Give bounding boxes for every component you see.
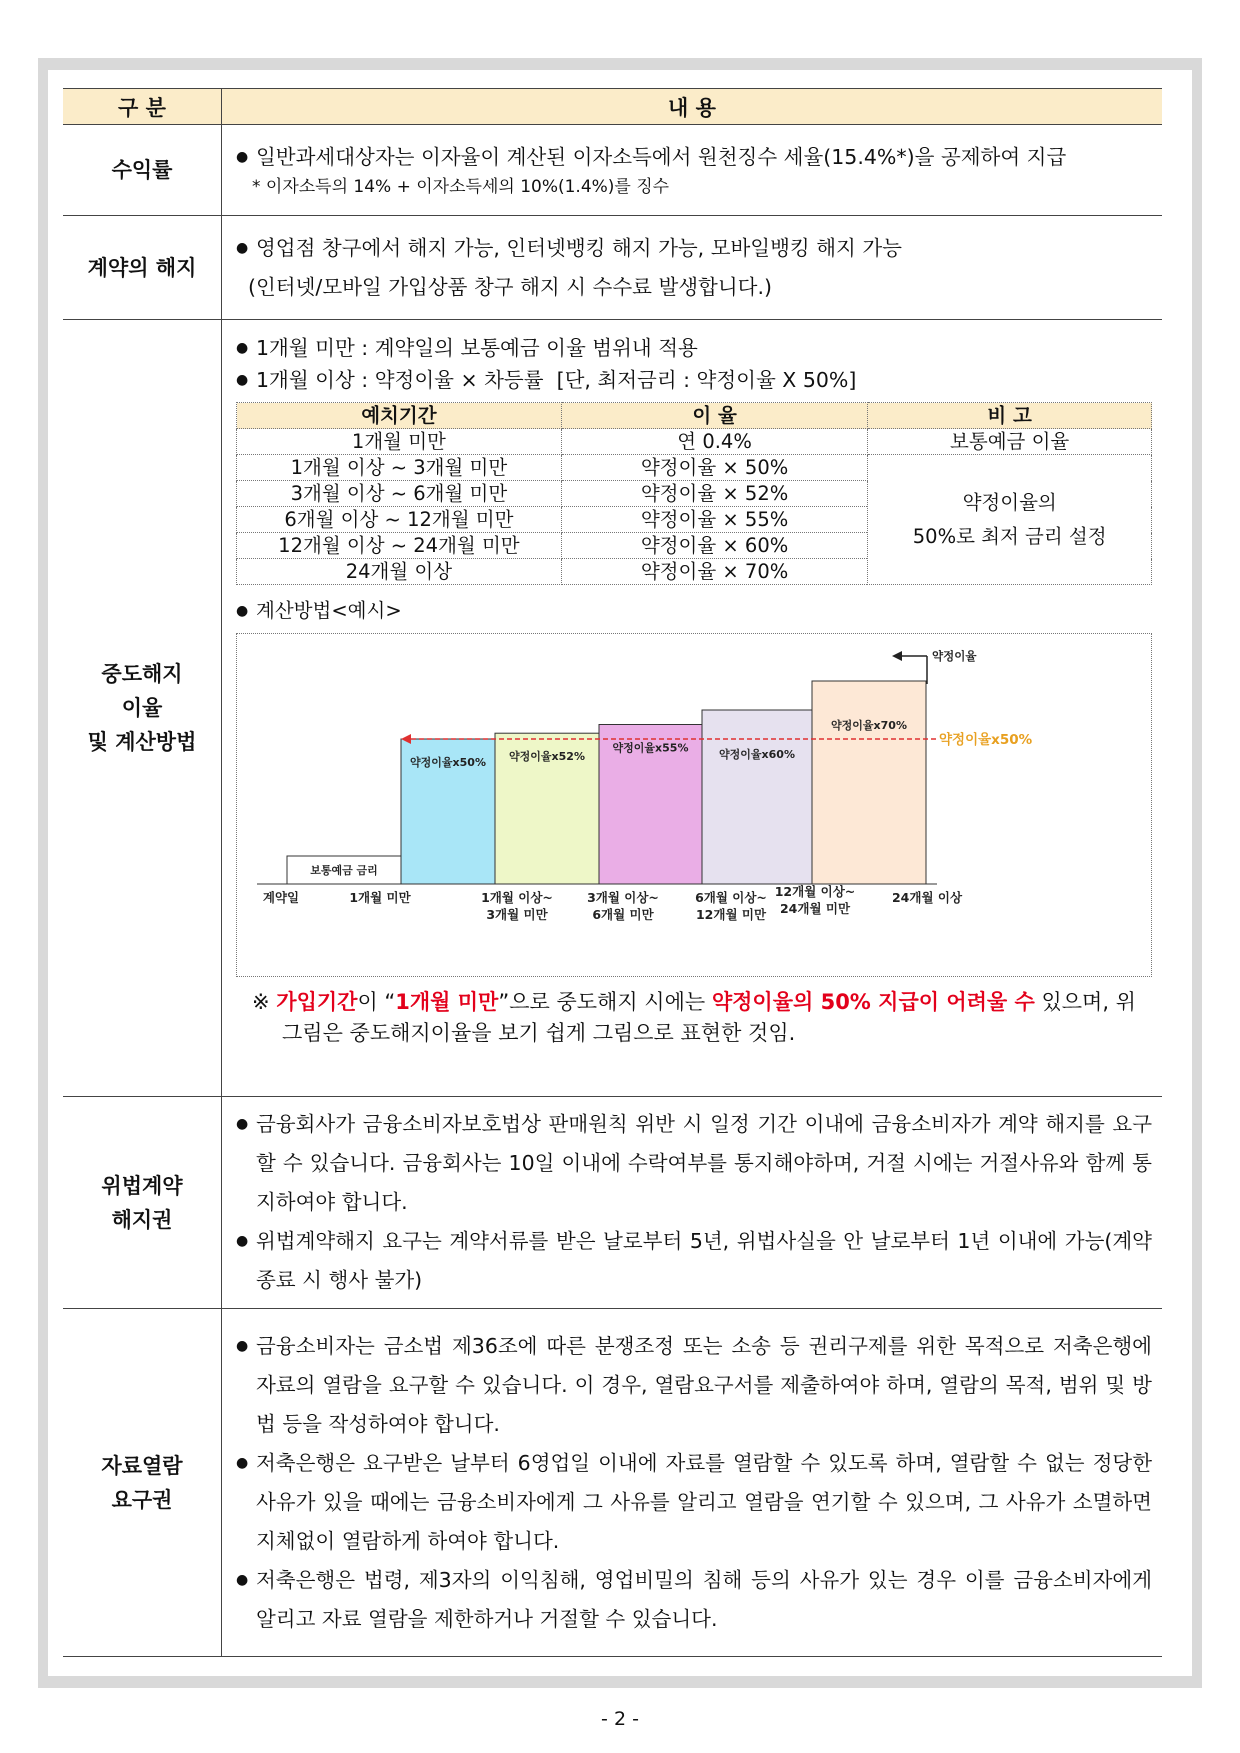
chart-bar-label: 약정이율x50% [410, 756, 486, 769]
label-illegal-2: 해지권 [111, 1207, 173, 1232]
chart-tick-label: 12개월 미만 [695, 907, 767, 922]
rate-note-cell: 약정이율의 50%로 최저 금리 설정 [868, 455, 1152, 585]
bullet-item: ● 위법계약해지 요구는 계약서류를 받은 날로부터 5년, 위법사실을 안 날로부터 1년 이내에 가능(계약 종료 시 행사 불가) [236, 1222, 1152, 1300]
table-row: 12개월 이상 ~ 24개월 미만 약정이율 × 60% [237, 533, 1152, 559]
product-info-table [63, 88, 1162, 1657]
table-row: 1개월 이상 ~ 3개월 미만 약정이율 × 50% 약정이율의 50%로 최저 금리 설정 [237, 455, 1152, 481]
chart-tick-label: 1개월 이상~ [481, 890, 553, 905]
chart-tick-label: 1개월 미만 [349, 890, 411, 905]
bullet-icon: ● [236, 1454, 249, 1471]
label-early-3: 및 계산방법 [87, 730, 197, 754]
interest-rate-chart [237, 634, 1150, 974]
footnote: * 이자소득의 14% + 이자소득세의 10%(1.4%)를 징수 [252, 176, 670, 197]
chart-bar-label: 약정이율x60% [719, 748, 795, 761]
chart-box [236, 633, 1152, 977]
bullet-icon: ● [236, 340, 249, 356]
bullet-icon: ● [236, 603, 249, 619]
chart-tick-label: 3개월 미만 [486, 907, 548, 922]
bullet-item: ● 금융회사가 금융소비자보호법상 판매원칙 위반 시 일정 기간 이내에 금융소비자가 계약 해지를 요구할 수 있습니다. 금융회사는 10일 이내에 수락여부를 통지해야하며, 거절 시에는 거절사유와 함께 통지하여야 합니다. [236, 1105, 1152, 1222]
chart-bar [812, 681, 926, 884]
bullet-item: ● 계산방법<예시> [236, 595, 1152, 627]
label-records-2: 요구권 [111, 1487, 173, 1512]
label-returns: 수익률 [63, 125, 222, 216]
chart-tick-label: 6개월 이상~ [695, 890, 767, 905]
bullet-icon: ● [236, 372, 249, 388]
table-row: 1개월 미만 연 0.4% 보통예금 이율 [237, 429, 1152, 455]
bullet-item: ● 일반과세대상자는 이자율이 계산된 이자소득에서 원천징수 세율(15.4%*)을 공제하여 지급 [236, 141, 1152, 174]
chart-bar-label: 약정이율x55% [612, 741, 689, 755]
table-header [63, 89, 1162, 125]
rate-table [236, 402, 1152, 585]
chart-annotation-rate: 약정이율 [932, 649, 977, 663]
bullet-item: ● 저축은행은 요구받은 날부터 6영업일 이내에 자료를 열람할 수 있도록 하며, 열람할 수 없는 정당한 사유가 있을 때에는 금융소비자에게 그 사유를 알리고 열람을 연기할 수 있으며, 그 사유가 소멸하면 지체없이 열람하게 하여야 합니다. [236, 1444, 1152, 1561]
rate-header-rate: 이 율 [561, 403, 868, 429]
row-early-termination [63, 320, 1162, 1097]
chart-tick-label: 12개월 이상~ [774, 884, 856, 899]
chart-tick-label: 24개월 이상 [891, 890, 963, 905]
row-records-access [63, 1309, 1162, 1657]
chart-tick-label: 3개월 이상~ [587, 890, 659, 905]
rate-header-note: 비 고 [868, 403, 1152, 429]
row-returns [63, 125, 1162, 216]
bullet-item: ● 금융소비자는 금소법 제36조에 따른 분쟁조정 또는 소송 등 권리구제를 위한 목적으로 저축은행에 자료의 열람을 요구할 수 있습니다. 이 경우, 열람요구서를 제출하여야 하며, 열람의 목적, 범위 및 방법 등을 작성하여야 합니다. [236, 1327, 1152, 1444]
chart-bar-label: 약정이율x52% [509, 750, 585, 764]
header-content: 내 용 [222, 89, 1163, 125]
table-row: 6개월 이상 ~ 12개월 미만 약정이율 × 55% [237, 507, 1152, 533]
header-category: 구 분 [63, 89, 222, 125]
label-termination: 계약의 해지 [63, 216, 222, 320]
chart-tick-label: 6개월 미만 [592, 907, 654, 922]
rate-table-header [237, 403, 1152, 429]
page-number: - 2 - [601, 1708, 639, 1730]
bullet-icon: ● [236, 1233, 249, 1249]
bullet-item: ● 저축은행은 법령, 제3자의 이익침해, 영업비밀의 침해 등의 사유가 있는 경우 이를 금융소비자에게 알리고 자료 열람을 제한하거나 거절할 수 있습니다. [236, 1561, 1152, 1639]
label-records-1: 자료열람 [101, 1453, 183, 1478]
row-termination [63, 216, 1162, 320]
bullet-item: ● 영업점 창구에서 해지 가능, 인터넷뱅킹 해지 가능, 모바일뱅킹 해지 가능 [236, 229, 1152, 268]
label-illegal-1: 위법계약 [101, 1173, 183, 1198]
table-row: 3개월 이상 ~ 6개월 미만 약정이율 × 52% [237, 481, 1152, 507]
label-early-2: 이율 [121, 696, 163, 720]
row-illegal-contract [63, 1097, 1162, 1309]
rate-header-period: 예치기간 [237, 403, 562, 429]
chart-annotation-arrow-icon [892, 651, 902, 661]
sub-text: (인터넷/모바일 가입상품 창구 해지 시 수수료 발생합니다.) [248, 274, 772, 299]
bullet-icon: ● [236, 1116, 249, 1132]
bullet-icon: ● [236, 1337, 249, 1354]
chart-bar-label: 보통예금 금리 [310, 864, 378, 877]
chart-bar [702, 710, 812, 884]
bullet-item: ● 1개월 미만 : 계약일의 보통예금 이율 범위내 적용 [236, 332, 1152, 364]
chart-x-start-label: 계약일 [262, 890, 300, 905]
label-early-1: 중도해지 [101, 662, 183, 686]
bullet-item: ● 1개월 이상 : 약정이율 × 차등률 [단, 최저금리 : 약정이율 X 50%] [236, 364, 1152, 396]
bullet-icon: ● [236, 1571, 249, 1588]
bullet-icon: ● [236, 148, 249, 165]
chart-bar-label: 약정이율x70% [831, 719, 907, 732]
chart-tick-label: 24개월 미만 [779, 901, 851, 916]
bullet-icon: ● [236, 239, 249, 256]
table-row: 24개월 이상 약정이율 × 70% [237, 559, 1152, 585]
warning-note: ※ 가입기간이 “1개월 미만”으로 중도해지 시에는 약정이율의 50% 지급이 어려울 수 있으며, 위 그림은 중도해지이율을 보기 쉽게 그림으로 표현한 것임. [252, 990, 1136, 1045]
chart-annotation-min-rate: 약정이율x50% [939, 732, 1033, 748]
